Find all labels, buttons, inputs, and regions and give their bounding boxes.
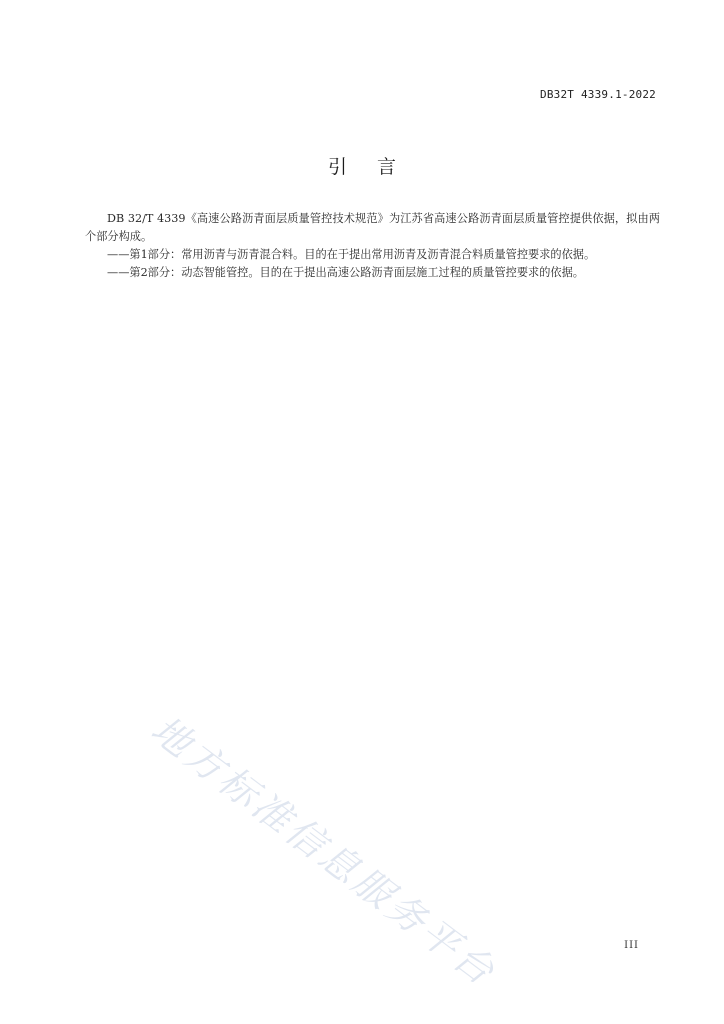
list-item-part-1: ——第1部分：常用沥青与沥青混合料。目的在于提出常用沥青及沥青混合料质量管控要求的依据。 [107, 248, 596, 261]
page-number: III [624, 940, 639, 951]
section-title: 引言 [327, 156, 426, 178]
document-code: DB32T 4339.1-2022 [540, 88, 656, 101]
body-text [85, 210, 660, 282]
intro-paragraph: DB 32/T 4339《高速公路沥青面层质量管控技术规范》为江苏省高速公路沥青面层质量管控提供依据，拟由两个部分构成。 [85, 212, 660, 243]
watermark: 地方标准信息服务平台 [143, 707, 506, 996]
list-item-part-2: ——第2部分：动态智能管控。目的在于提出高速公路沥青面层施工过程的质量管控要求的依据。 [107, 266, 584, 279]
